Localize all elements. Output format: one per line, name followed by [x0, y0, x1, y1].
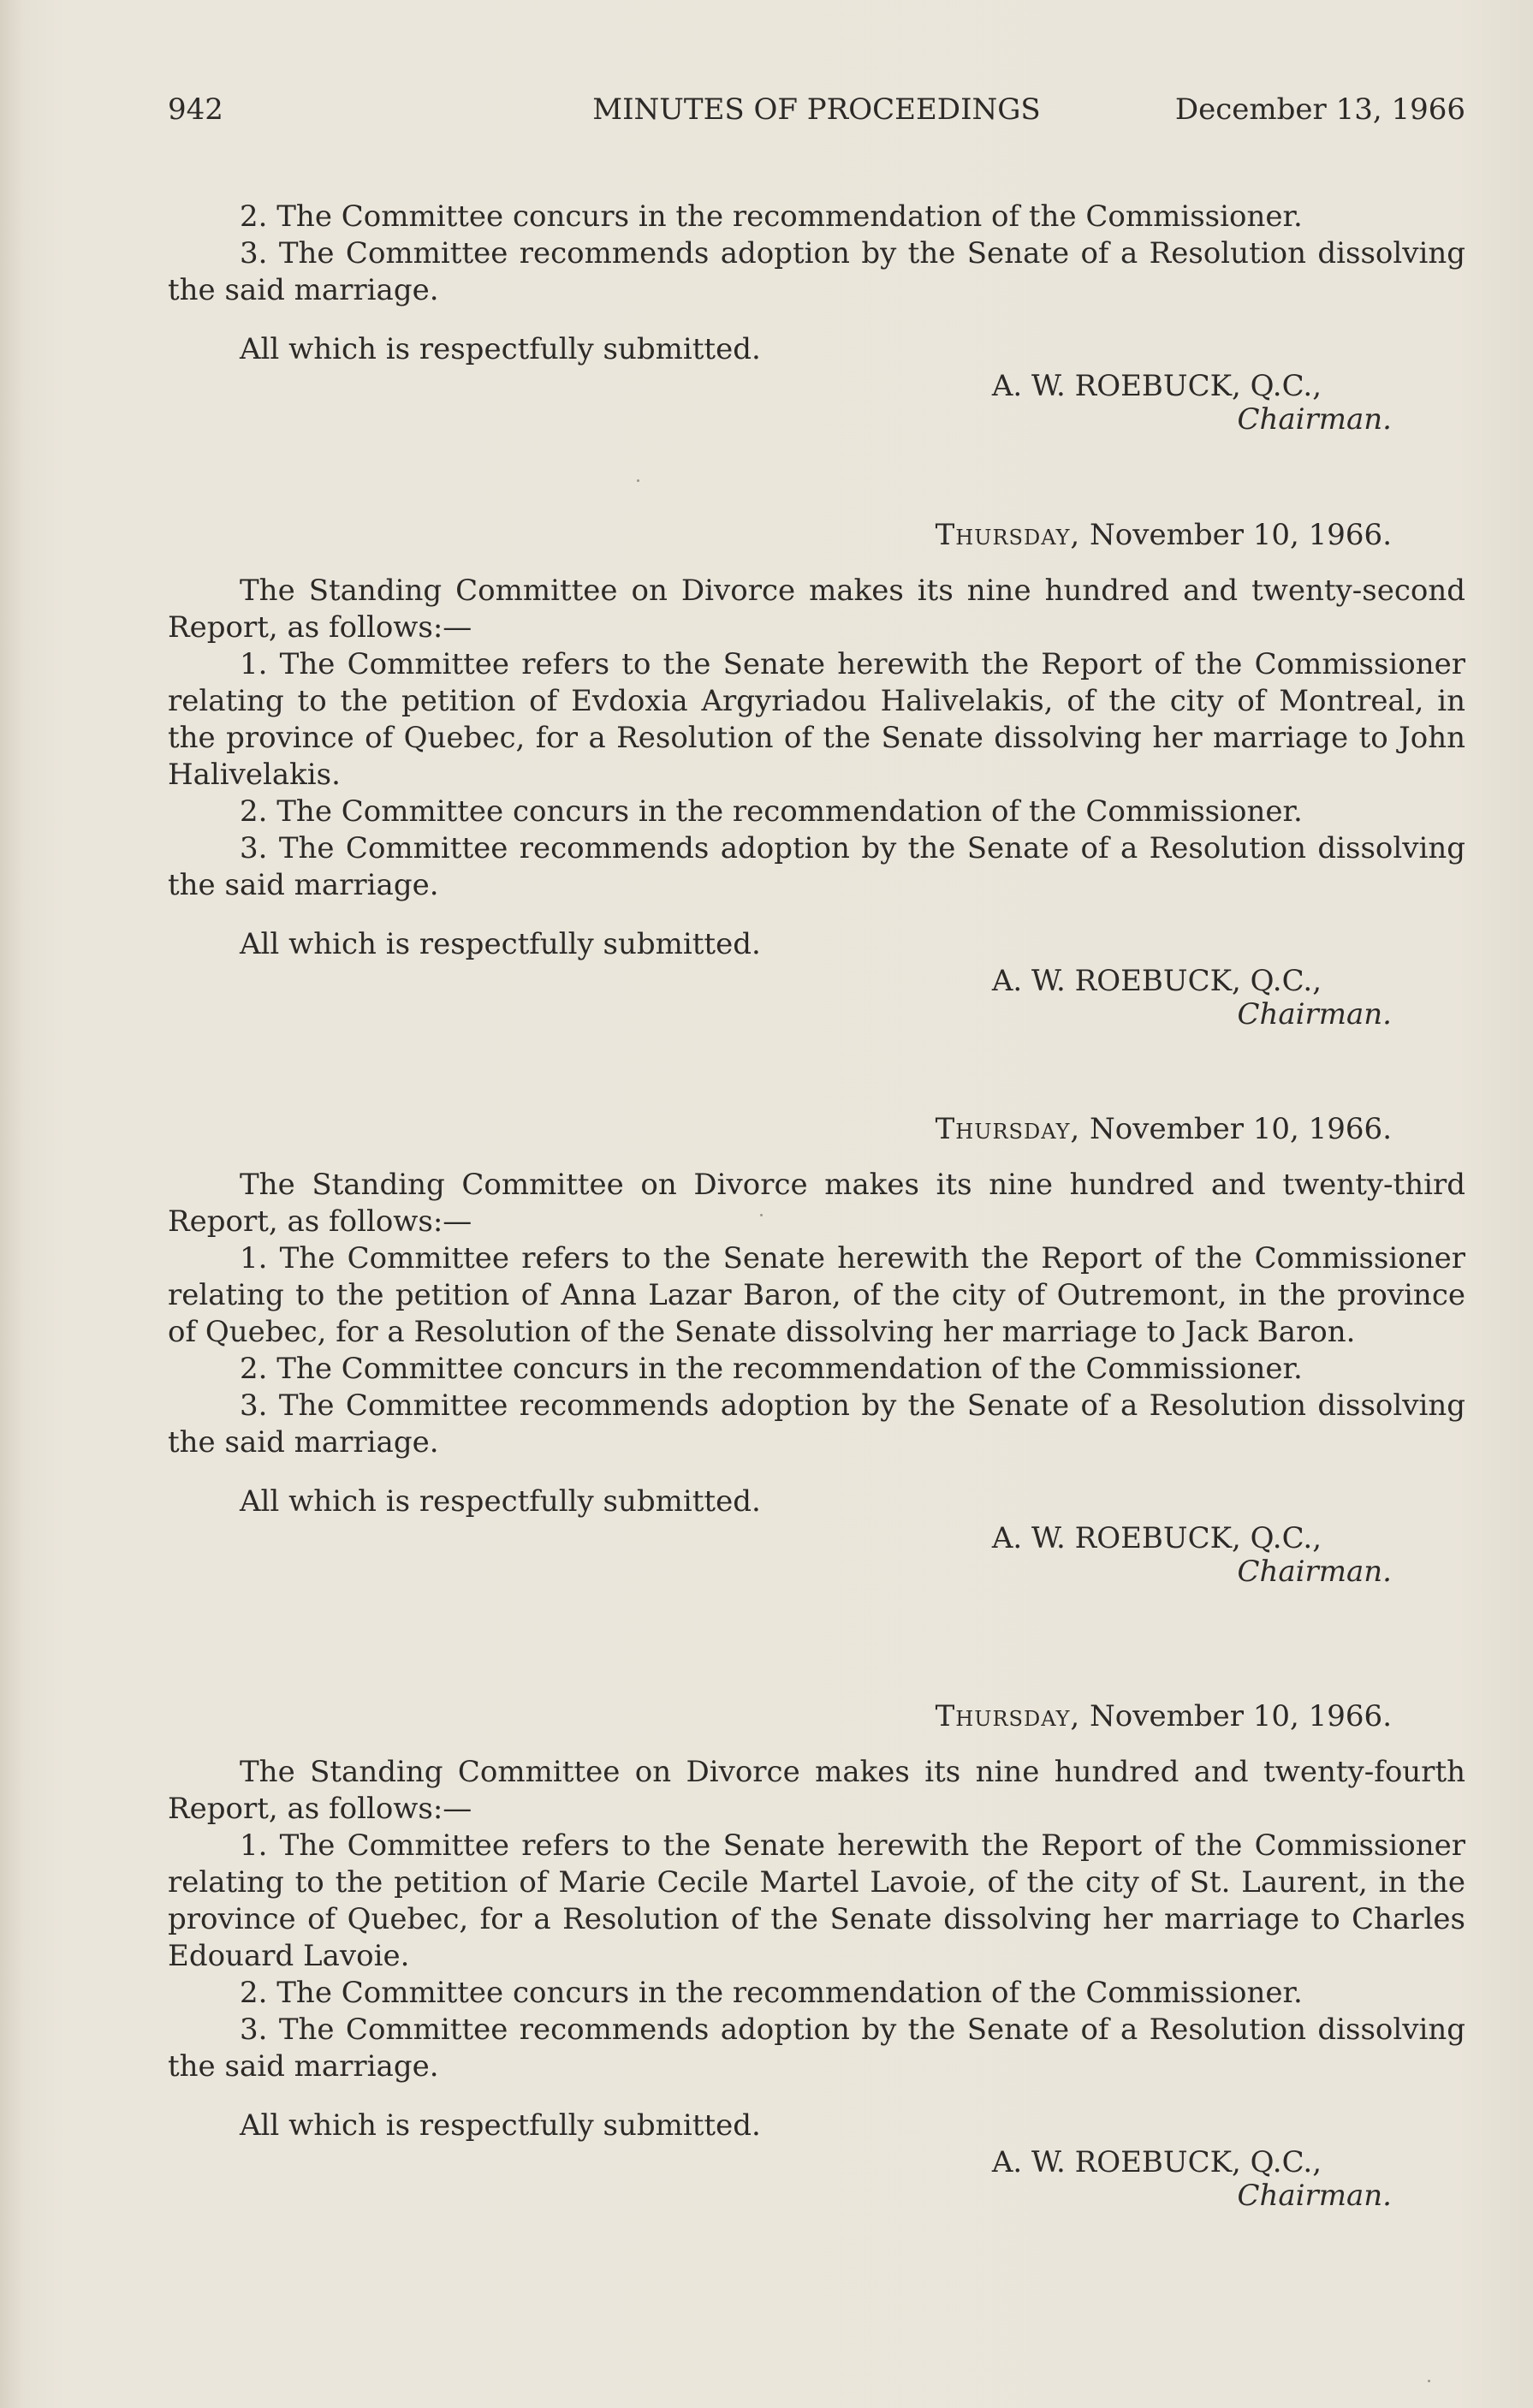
paper-speck — [760, 1214, 763, 1216]
submitted-line: All which is respectfully submitted. — [240, 1484, 761, 1519]
running-title: MINUTES OF PROCEEDINGS — [592, 92, 1041, 127]
signer-title: Chairman. — [1237, 2179, 1392, 2213]
signer-name: A. W. ROEBUCK, Q.C., — [991, 369, 1322, 403]
submitted-line: All which is respectfully submitted. — [240, 2108, 761, 2143]
report-dateline — [168, 1111, 1465, 1148]
report-item-3: 3. The Committee recommends adoption by the Senate of a Resolution dissolving the said marriage. — [168, 236, 1465, 307]
report-item-1: 1. The Committee refers to the Senate herewith the Report of the Commissioner relating to the petition of Marie Cecile Martel Lavoie, of the city of St. Laurent, in the province of Quebec, for a Resolution of the Senate dissolving her marriage to Charles Edouard Lavoie. — [168, 1828, 1465, 1973]
report-day: Thursday, — [935, 1699, 1081, 1733]
report-intro: The Standing Committee on Divorce makes its nine hundred and twenty-third Report, as follows:— — [168, 1168, 1465, 1239]
report-day: Thursday, — [935, 518, 1081, 552]
header-date: December 13, 1966 — [1174, 92, 1465, 127]
signer-title: Chairman. — [1237, 997, 1392, 1032]
paper-speck — [637, 479, 639, 482]
report-923 — [168, 1111, 1465, 1590]
signer-name: A. W. ROEBUCK, Q.C., — [991, 964, 1322, 998]
report-item-2: 2. The Committee concurs in the recommendation of the Commissioner. — [240, 199, 1303, 234]
page-number: 942 — [168, 92, 223, 127]
report-924 — [168, 1698, 1465, 2215]
submitted-line: All which is respectfully submitted. — [240, 332, 761, 366]
signer-title: Chairman. — [1237, 402, 1392, 437]
report-item-1: 1. The Committee refers to the Senate herewith the Report of the Commissioner relating to the petition of Evdoxia Argyriadou Halivelakis, of the city of Montreal, in the province of Quebec, for a Resolution of the Senate dissolving her marriage to John Halivelakis. — [168, 647, 1465, 792]
continued-report — [168, 199, 1465, 438]
report-intro: The Standing Committee on Divorce makes its nine hundred and twenty-second Report, as follows:— — [168, 574, 1465, 645]
signer-name: A. W. ROEBUCK, Q.C., — [991, 1521, 1322, 1555]
report-item-1: 1. The Committee refers to the Senate herewith the Report of the Commissioner relating to the petition of Anna Lazar Baron, of the city of Outremont, in the province of Quebec, for a Resolution of the Senate dissolving her marriage to Jack Baron. — [168, 1241, 1465, 1349]
report-item-3: 3. The Committee recommends adoption by the Senate of a Resolution dissolving the said marriage. — [168, 2013, 1465, 2084]
report-item-2: 2. The Committee concurs in the recommendation of the Commissioner. — [240, 794, 1303, 829]
signer-name: A. W. ROEBUCK, Q.C., — [991, 2145, 1322, 2179]
report-intro: The Standing Committee on Divorce makes its nine hundred and twenty-fourth Report, as follows:— — [168, 1755, 1465, 1826]
report-day: Thursday, — [935, 1112, 1081, 1146]
report-item-3: 3. The Committee recommends adoption by the Senate of a Resolution dissolving the said marriage. — [168, 1388, 1465, 1460]
report-date: November 10, 1966. — [1090, 1699, 1392, 1733]
paper-speck — [1428, 2380, 1430, 2382]
report-item-3: 3. The Committee recommends adoption by the Senate of a Resolution dissolving the said marriage. — [168, 831, 1465, 902]
report-dateline — [168, 1698, 1465, 1735]
report-922 — [168, 517, 1465, 1033]
signer-title: Chairman. — [1237, 1555, 1392, 1589]
submitted-line: All which is respectfully submitted. — [240, 927, 761, 961]
report-item-2: 2. The Committee concurs in the recommendation of the Commissioner. — [240, 1352, 1303, 1386]
report-date: November 10, 1966. — [1090, 518, 1392, 552]
report-date: November 10, 1966. — [1090, 1112, 1392, 1146]
report-dateline — [168, 517, 1465, 554]
report-item-2: 2. The Committee concurs in the recommendation of the Commissioner. — [240, 1976, 1303, 2010]
